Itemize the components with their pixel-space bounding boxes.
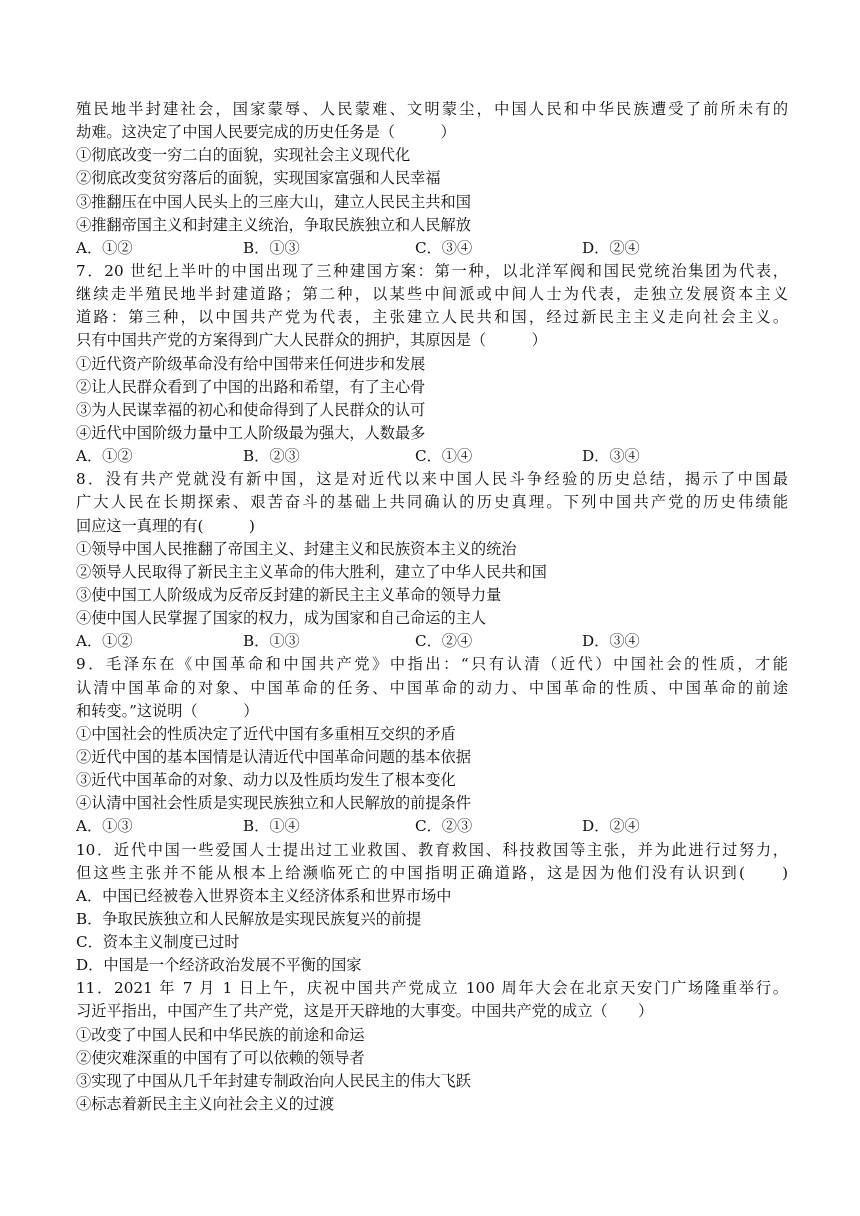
option-a: A．①② bbox=[76, 238, 133, 257]
question-stem-line: 继续走半殖民地半封建道路；第二种，以某些中间派或中间人士为代表，走独立发展资本主义 bbox=[76, 285, 788, 304]
option-b: B．①③ bbox=[243, 632, 300, 651]
option-b: B．②③ bbox=[243, 447, 300, 466]
question-stem-line: 只有中国共产党的方案得到广大人民群众的拥护，其原因是（ ） bbox=[76, 331, 547, 350]
question-stem-line: 劫难。这决定了中国人民要完成的历史任务是（ ） bbox=[76, 123, 456, 142]
question-stem-line: 11．2021 年 7 月 1 日上午，庆祝中国共产党成立 100 周年大会在北京天安门广场隆重举行。 bbox=[76, 979, 788, 998]
question-stem-line: 道路：第三种，以中国共产党为代表，主张建立人民共和国，经过新民主主义走向社会主义。 bbox=[76, 308, 788, 327]
statement-item: ②使灾难深重的中国有了可以依赖的领导者 bbox=[76, 1048, 365, 1067]
question-stem-line: 9．毛泽东在《中国革命和中国共产党》中指出：“只有认清（近代）中国社会的性质，才能 bbox=[76, 655, 788, 674]
answer-options bbox=[76, 815, 788, 838]
option-a: A．中国已经被卷入世界资本主义经济体系和世界市场中 bbox=[76, 886, 452, 905]
statement-item: ②让人民群众看到了中国的出路和希望，有了主心骨 bbox=[76, 377, 426, 396]
statement-item: ③近代中国革命的对象、动力以及性质均发生了根本变化 bbox=[76, 771, 456, 790]
question-stem-line: 10．近代中国一些爱国人士提出过工业救国、教育救国、科技救国等主张，并为此进行过努力， bbox=[76, 840, 788, 859]
option-d: D．②④ bbox=[582, 238, 640, 257]
statement-item: ②领导人民取得了新民主主义革命的伟大胜利，建立了中华人民共和国 bbox=[76, 562, 547, 581]
question-stem-line: 认清中国革命的对象、中国革命的任务、中国革命的动力、中国革命的性质、中国革命的前途 bbox=[76, 678, 788, 697]
option-b: B．争取民族独立和人民解放是实现民族复兴的前提 bbox=[76, 909, 422, 928]
question-stem-line: 和转变。”这说明（ ） bbox=[76, 701, 259, 720]
answer-options bbox=[76, 237, 788, 260]
statement-item: ④使中国人民掌握了国家的权力，成为国家和自己命运的主人 bbox=[76, 609, 487, 628]
question-stem-line: 8．没有共产党就没有新中国，这是对近代以来中国人民斗争经验的历史总结，揭示了中国最 bbox=[76, 470, 788, 489]
statement-item: ④标志着新民主主义向社会主义的过渡 bbox=[76, 1095, 335, 1114]
option-a: A．①③ bbox=[76, 817, 133, 836]
statement-item: ①中国社会的性质决定了近代中国有多重相互交织的矛盾 bbox=[76, 724, 456, 743]
question-stem-line: 习近平指出，中国产生了共产党，这是开天辟地的大事变。中国共产党的成立（ ） bbox=[76, 1002, 654, 1021]
option-d: D．中国是一个经济政治发展不平衡的国家 bbox=[76, 956, 362, 975]
answer-options bbox=[76, 445, 788, 468]
statement-item: ①领导中国人民推翻了帝国主义、封建主义和民族资本主义的统治 bbox=[76, 539, 517, 558]
question-7 bbox=[76, 260, 788, 468]
question-stem-line: 殖民地半封建社会，国家蒙辱、人民蒙难、文明蒙尘，中国人民和中华民族遭受了前所未有的 bbox=[76, 100, 788, 118]
statement-item: ①彻底改变一穷二白的面貌，实现社会主义现代化 bbox=[76, 146, 411, 165]
statement-item: ①改变了中国人民和中华民族的前途和命运 bbox=[76, 1025, 365, 1044]
statement-item: ③实现了中国从几千年封建专制政治向人民民主的伟大飞跃 bbox=[76, 1071, 471, 1090]
question-stem-line: 广大人民在长期探索、艰苦奋斗的基础上共同确认的历史真理。下列中国共产党的历史伟绩能 bbox=[76, 493, 788, 512]
option-c: C．②④ bbox=[415, 632, 473, 651]
option-b: B．①④ bbox=[243, 817, 300, 836]
answer-options bbox=[76, 630, 788, 653]
question-6 bbox=[76, 98, 788, 260]
exam-page bbox=[76, 98, 788, 1116]
statement-item: ②近代中国的基本国情是认清近代中国革命问题的基本依据 bbox=[76, 747, 471, 766]
question-9 bbox=[76, 653, 788, 838]
question-8 bbox=[76, 468, 788, 653]
statement-item: ④近代中国阶级力量中工人阶级最为强大，人数最多 bbox=[76, 423, 426, 442]
statement-item: ④推翻帝国主义和封建主义统治，争取民族独立和人民解放 bbox=[76, 215, 471, 234]
option-c: C．①④ bbox=[415, 447, 473, 466]
option-a: A．①② bbox=[76, 447, 133, 466]
statement-item: ④认清中国社会性质是实现民族独立和人民解放的前提条件 bbox=[76, 794, 471, 813]
statement-item: ③推翻压在中国人民头上的三座大山，建立人民民主共和国 bbox=[76, 192, 471, 211]
option-b: B．①③ bbox=[243, 238, 300, 257]
option-c: C．③④ bbox=[415, 238, 473, 257]
option-c: C．②③ bbox=[415, 817, 473, 836]
question-stem-line: 回应这一真理的有( ) bbox=[76, 516, 255, 535]
option-d: D．③④ bbox=[582, 447, 640, 466]
statement-item: ②彻底改变贫穷落后的面貌，实现国家富强和人民幸福 bbox=[76, 169, 441, 188]
statement-item: ①近代资产阶级革命没有给中国带来任何进步和发展 bbox=[76, 354, 426, 373]
option-a: A．①② bbox=[76, 632, 133, 651]
question-stem-line: 但这些主张并不能从根本上给濒临死亡的中国指明正确道路，这是因为他们没有认识到( ) bbox=[76, 863, 788, 882]
option-d: D．②④ bbox=[582, 817, 640, 836]
statement-item: ③使中国工人阶级成为反帝反封建的新民主主义革命的领导力量 bbox=[76, 585, 502, 604]
option-d: D．③④ bbox=[582, 632, 640, 651]
question-11 bbox=[76, 977, 788, 1116]
statement-item: ③为人民谋幸福的初心和使命得到了人民群众的认可 bbox=[76, 400, 426, 419]
question-10 bbox=[76, 839, 788, 978]
question-stem-line: 7．20 世纪上半叶的中国出现了三种建国方案：第一种，以北洋军阀和国民党统治集团为代表， bbox=[76, 261, 788, 280]
option-c: C．资本主义制度已过时 bbox=[76, 933, 240, 952]
